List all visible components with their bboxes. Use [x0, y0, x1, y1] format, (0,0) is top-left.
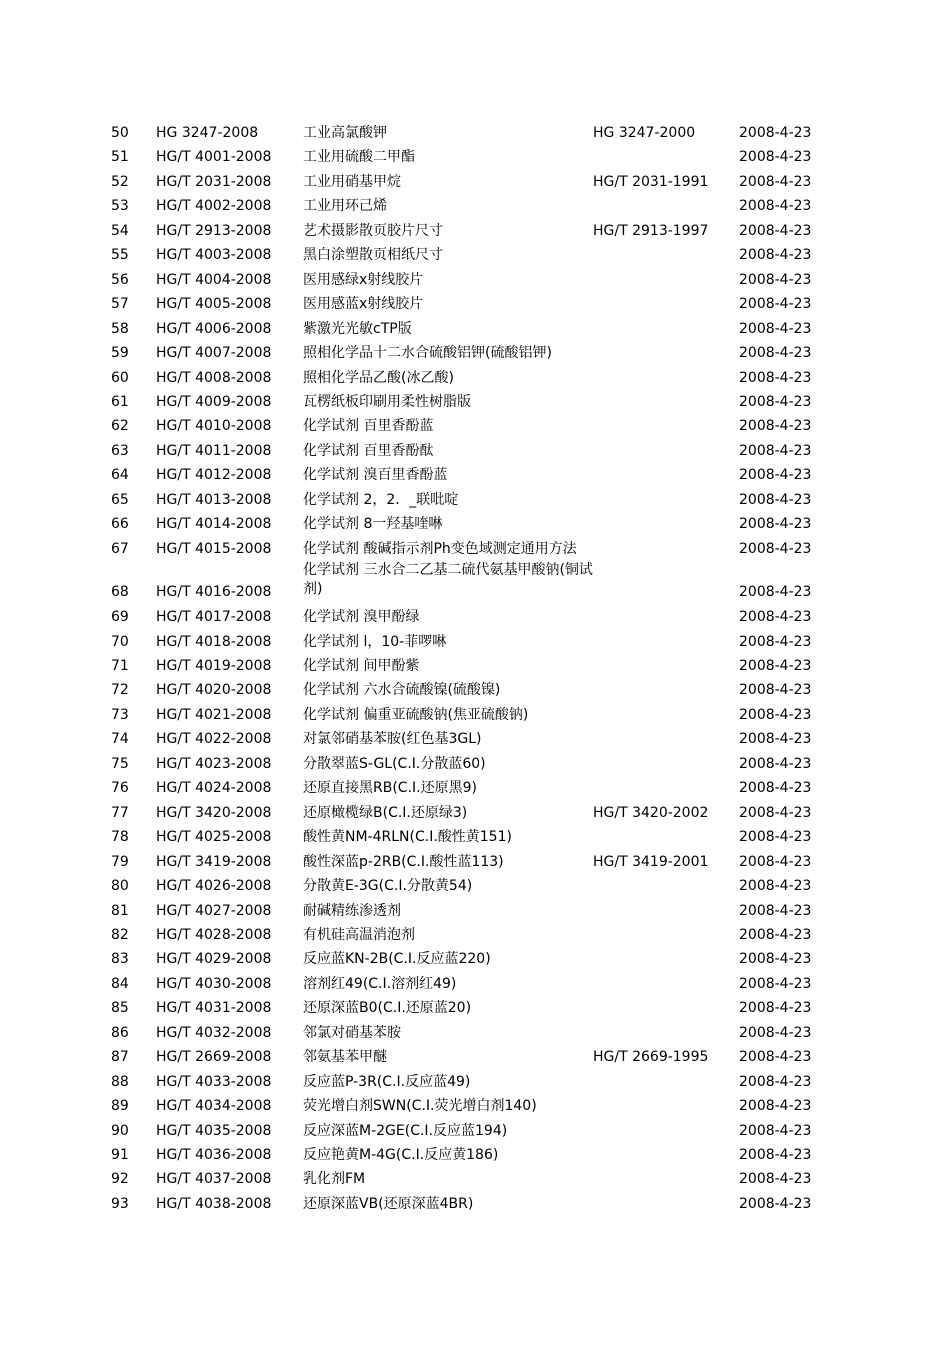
table-row	[0, 390, 950, 414]
standard-code: HG/T 2669-2008	[156, 1049, 272, 1066]
standard-name: 还原深蓝VB(还原深蓝4BR)	[303, 1195, 474, 1212]
standard-name: 还原直接黑RB(C.I.还原黑9)	[303, 780, 477, 797]
table-row	[0, 1021, 950, 1045]
row-number: 74	[111, 731, 129, 748]
row-number: 70	[111, 633, 129, 650]
implementation-date: 2008-4-23	[739, 1000, 812, 1017]
standard-name: 邻氨基苯甲醚	[303, 1049, 387, 1066]
standard-name: 化学试剂 偏重亚硫酸钠(焦亚硫酸钠)	[303, 706, 529, 723]
implementation-date: 2008-4-23	[739, 633, 812, 650]
row-number: 58	[111, 320, 129, 337]
standard-code: HG/T 4015-2008	[156, 540, 272, 557]
standard-name: 化学试剂 8一羟基喹啉	[303, 516, 443, 533]
row-number: 79	[111, 853, 129, 870]
table-row	[0, 414, 950, 438]
implementation-date: 2008-4-23	[739, 173, 812, 190]
standard-name: 医用感蓝x射线胶片	[303, 296, 424, 313]
standard-code: HG/T 4035-2008	[156, 1122, 272, 1139]
implementation-date: 2008-4-23	[739, 369, 812, 386]
row-number: 82	[111, 926, 129, 943]
standard-code: HG/T 4021-2008	[156, 706, 272, 723]
standard-code: HG/T 4011-2008	[156, 442, 272, 459]
standard-name: 化学试剂 l，10-菲啰啉	[303, 633, 447, 650]
row-number: 93	[111, 1195, 129, 1212]
standard-code: HG/T 4037-2008	[156, 1171, 272, 1188]
table-row	[0, 537, 950, 561]
standard-code: HG/T 4020-2008	[156, 682, 272, 699]
standard-name: 反应蓝P-3R(C.I.反应蓝49)	[303, 1073, 471, 1090]
implementation-date: 2008-4-23	[739, 1195, 812, 1212]
row-number: 73	[111, 706, 129, 723]
table-row	[0, 243, 950, 267]
implementation-date: 2008-4-23	[739, 584, 812, 601]
row-number: 88	[111, 1073, 129, 1090]
row-number: 67	[111, 540, 129, 557]
implementation-date: 2008-4-23	[739, 393, 812, 410]
table-row	[0, 1143, 950, 1167]
implementation-date: 2008-4-23	[739, 878, 812, 895]
table-row	[0, 488, 950, 512]
standard-name: 化学试剂 三水合二乙基二硫代氨基甲酸钠(铜试剂)	[303, 562, 593, 598]
implementation-date: 2008-4-23	[739, 467, 812, 484]
implementation-date: 2008-4-23	[739, 829, 812, 846]
table-row	[0, 292, 950, 316]
table-row	[0, 727, 950, 751]
implementation-date: 2008-4-23	[739, 951, 812, 968]
implementation-date: 2008-4-23	[739, 491, 812, 508]
table-row	[0, 1045, 950, 1069]
implementation-date: 2008-4-23	[739, 540, 812, 557]
implementation-date: 2008-4-23	[739, 1073, 812, 1090]
implementation-date: 2008-4-23	[739, 198, 812, 215]
table-row	[0, 366, 950, 390]
standard-code: HG/T 4038-2008	[156, 1195, 272, 1212]
table-row	[0, 850, 950, 874]
replaced-standard: HG/T 3419-2001	[593, 853, 709, 870]
standard-name: 工业用硝基甲烷	[303, 173, 401, 190]
table-row	[0, 972, 950, 996]
implementation-date: 2008-4-23	[739, 1147, 812, 1163]
standard-name: 反应蓝KN-2B(C.I.反应蓝220)	[303, 951, 491, 968]
implementation-date: 2008-4-23	[739, 658, 812, 674]
table-row	[0, 121, 950, 145]
standard-name: 化学试剂 溴甲酚绿	[303, 609, 420, 626]
row-number: 90	[111, 1122, 129, 1139]
standard-code: HG/T 4005-2008	[156, 296, 272, 313]
row-number: 84	[111, 975, 129, 992]
replaced-standard: HG/T 2669-1995	[593, 1049, 709, 1066]
table-row	[0, 268, 950, 292]
implementation-date: 2008-4-23	[739, 975, 812, 992]
standard-code: HG/T 4029-2008	[156, 951, 272, 968]
row-number: 85	[111, 1000, 129, 1017]
standard-name: 黑白涂塑散页相纸尺寸	[303, 247, 443, 264]
standard-code: HG/T 4026-2008	[156, 878, 272, 895]
standard-code: HG/T 4001-2008	[156, 149, 272, 166]
row-number: 51	[111, 149, 129, 166]
standard-code: HG/T 4013-2008	[156, 491, 272, 508]
table-row	[0, 1192, 950, 1216]
row-number: 72	[111, 682, 129, 699]
standard-code: HG/T 4014-2008	[156, 516, 272, 533]
standard-code: HG/T 4027-2008	[156, 902, 272, 919]
implementation-date: 2008-4-23	[739, 804, 812, 821]
standard-code: HG/T 4004-2008	[156, 271, 272, 288]
table-row	[0, 439, 950, 463]
row-number: 92	[111, 1171, 129, 1188]
standard-name: 医用感绿x射线胶片	[303, 271, 424, 288]
implementation-date: 2008-4-23	[739, 731, 812, 748]
table-row	[0, 654, 950, 678]
implementation-date: 2008-4-23	[739, 1049, 812, 1066]
row-number: 80	[111, 878, 129, 895]
standard-code: HG/T 4007-2008	[156, 345, 272, 362]
row-number: 83	[111, 951, 129, 968]
implementation-date: 2008-4-23	[739, 755, 812, 772]
standard-name: 分散黄E-3G(C.I.分散黄54)	[303, 878, 473, 895]
table-row	[0, 512, 950, 536]
table-row	[0, 1094, 950, 1118]
row-number: 86	[111, 1024, 129, 1041]
implementation-date: 2008-4-23	[739, 1024, 812, 1041]
standard-name: 酸性深蓝p-2RB(C.I.酸性蓝113)	[303, 853, 504, 870]
row-number: 64	[111, 467, 129, 484]
row-number: 81	[111, 902, 129, 919]
table-row	[0, 560, 950, 604]
standard-code: HG/T 4024-2008	[156, 780, 272, 797]
replaced-standard: HG/T 2031-1991	[593, 173, 709, 190]
row-number: 60	[111, 369, 129, 386]
row-number: 89	[111, 1098, 129, 1115]
implementation-date: 2008-4-23	[739, 320, 812, 337]
implementation-date: 2008-4-23	[739, 780, 812, 797]
standard-name: 照相化学品十二水合硫酸铝钾(硫酸铝钾)	[303, 345, 552, 362]
row-number: 71	[111, 658, 129, 674]
row-number: 87	[111, 1049, 129, 1066]
table-row	[0, 678, 950, 702]
table-row	[0, 923, 950, 947]
table-row	[0, 630, 950, 654]
row-number: 69	[111, 609, 129, 626]
row-number: 56	[111, 271, 129, 288]
standard-name: 工业用环己烯	[303, 198, 387, 215]
standard-code: HG/T 4036-2008	[156, 1147, 272, 1163]
table-row	[0, 899, 950, 923]
row-number: 62	[111, 418, 129, 435]
implementation-date: 2008-4-23	[739, 296, 812, 313]
standard-code: HG/T 3420-2008	[156, 804, 272, 821]
implementation-date: 2008-4-23	[739, 609, 812, 626]
table-row	[0, 776, 950, 800]
standard-name: 瓦楞纸板印刷用柔性树脂版	[303, 393, 471, 410]
table-row	[0, 996, 950, 1020]
standard-code: HG/T 4028-2008	[156, 926, 272, 943]
standard-code: HG/T 4033-2008	[156, 1073, 272, 1090]
implementation-date: 2008-4-23	[739, 682, 812, 699]
row-number: 63	[111, 442, 129, 459]
standard-code: HG/T 4003-2008	[156, 247, 272, 264]
table-row	[0, 219, 950, 243]
standard-name: 酸性黄NM-4RLN(C.I.酸性黄151)	[303, 829, 512, 846]
implementation-date: 2008-4-23	[739, 926, 812, 943]
standard-code: HG/T 4023-2008	[156, 755, 272, 772]
standard-name: 工业用硫酸二甲酯	[303, 149, 415, 166]
implementation-date: 2008-4-23	[739, 902, 812, 919]
standard-code: HG/T 2031-2008	[156, 173, 272, 190]
row-number: 77	[111, 804, 129, 821]
row-number: 66	[111, 516, 129, 533]
row-number: 75	[111, 755, 129, 772]
standard-name: 邻氯对硝基苯胺	[303, 1024, 401, 1041]
standard-code: HG/T 4012-2008	[156, 467, 272, 484]
row-number: 57	[111, 296, 129, 313]
table-row	[0, 145, 950, 169]
standard-name: 分散翠蓝S-GL(C.I.分散蓝60)	[303, 755, 486, 772]
row-number: 50	[111, 125, 129, 141]
table-row	[0, 1119, 950, 1143]
standard-code: HG/T 4031-2008	[156, 1000, 272, 1017]
implementation-date: 2008-4-23	[739, 853, 812, 870]
table-row	[0, 801, 950, 825]
standard-name: 化学试剂 六水合硫酸镍(硫酸镍)	[303, 682, 501, 699]
standard-name: 对氯邻硝基苯胺(红色基3GL)	[303, 731, 482, 748]
implementation-date: 2008-4-23	[739, 222, 812, 239]
standard-name: 耐碱精练渗透剂	[303, 902, 401, 919]
table-row	[0, 605, 950, 629]
standard-code: HG/T 4002-2008	[156, 198, 272, 215]
standard-code: HG/T 4022-2008	[156, 731, 272, 748]
standard-name: 反应艳黄M-4G(C.I.反应黄186)	[303, 1147, 499, 1163]
table-row	[0, 874, 950, 898]
row-number: 52	[111, 173, 129, 190]
table-row	[0, 1167, 950, 1191]
row-number: 91	[111, 1147, 129, 1163]
row-number: 55	[111, 247, 129, 264]
standard-name: 反应深蓝M-2GE(C.I.反应蓝194)	[303, 1122, 508, 1139]
standard-name: 化学试剂 百里香酚酞	[303, 442, 434, 459]
standard-name: 还原深蓝B0(C.I.还原蓝20)	[303, 1000, 472, 1017]
standard-name: 有机硅高温消泡剂	[303, 926, 415, 943]
implementation-date: 2008-4-23	[739, 1098, 812, 1115]
standard-code: HG/T 4010-2008	[156, 418, 272, 435]
row-number: 61	[111, 393, 129, 410]
standard-name: 化学试剂 百里香酚蓝	[303, 418, 434, 435]
standard-name: 荧光增白剂SWN(C.I.荧光增白剂140)	[303, 1098, 537, 1115]
standard-name: 紫激光光敏cTP版	[303, 320, 412, 337]
replaced-standard: HG/T 2913-1997	[593, 222, 709, 239]
table-row	[0, 825, 950, 849]
row-number: 53	[111, 198, 129, 215]
implementation-date: 2008-4-23	[739, 1171, 812, 1188]
standard-name: 艺术摄影散页胶片尺寸	[303, 222, 443, 239]
table-row	[0, 1070, 950, 1094]
replaced-standard: HG 3247-2000	[593, 125, 696, 141]
row-number: 68	[111, 584, 129, 601]
standard-code: HG/T 4016-2008	[156, 584, 272, 601]
table-row	[0, 194, 950, 218]
standard-code: HG/T 4032-2008	[156, 1024, 272, 1041]
standard-code: HG/T 4019-2008	[156, 658, 272, 674]
standard-name: 溶剂红49(C.I.溶剂红49)	[303, 975, 457, 992]
table-row	[0, 752, 950, 776]
standard-code: HG/T 3419-2008	[156, 853, 272, 870]
table-row	[0, 703, 950, 727]
table-row	[0, 463, 950, 487]
row-number: 54	[111, 222, 129, 239]
table-row	[0, 170, 950, 194]
table-row	[0, 317, 950, 341]
standard-code: HG/T 4018-2008	[156, 633, 272, 650]
implementation-date: 2008-4-23	[739, 706, 812, 723]
standard-name: 还原橄榄绿B(C.I.还原绿3)	[303, 804, 468, 821]
standard-name: 工业高氯酸钾	[303, 125, 387, 141]
implementation-date: 2008-4-23	[739, 247, 812, 264]
implementation-date: 2008-4-23	[739, 1122, 812, 1139]
implementation-date: 2008-4-23	[739, 125, 812, 141]
standard-name: 化学试剂 间甲酚紫	[303, 658, 420, 674]
standard-name: 化学试剂 2，2．_联吡啶	[303, 491, 459, 508]
standard-name: 照相化学品乙酸(冰乙酸)	[303, 369, 454, 386]
standard-code: HG/T 4030-2008	[156, 975, 272, 992]
implementation-date: 2008-4-23	[739, 345, 812, 362]
implementation-date: 2008-4-23	[739, 418, 812, 435]
standard-code: HG/T 4009-2008	[156, 393, 272, 410]
table-row	[0, 341, 950, 365]
standard-code: HG 3247-2008	[156, 125, 259, 141]
row-number: 76	[111, 780, 129, 797]
standard-code: HG/T 4008-2008	[156, 369, 272, 386]
standard-code: HG/T 2913-2008	[156, 222, 272, 239]
table-row	[0, 947, 950, 971]
replaced-standard: HG/T 3420-2002	[593, 804, 709, 821]
row-number: 78	[111, 829, 129, 846]
standard-code: HG/T 4006-2008	[156, 320, 272, 337]
standard-name: 化学试剂 酸碱指示剂Ph变色域测定通用方法	[303, 540, 577, 557]
standard-name: 乳化剂FM	[303, 1171, 366, 1188]
standard-code: HG/T 4034-2008	[156, 1098, 272, 1115]
standard-code: HG/T 4025-2008	[156, 829, 272, 846]
implementation-date: 2008-4-23	[739, 442, 812, 459]
standard-code: HG/T 4017-2008	[156, 609, 272, 626]
row-number: 65	[111, 491, 129, 508]
standard-name: 化学试剂 溴百里香酚蓝	[303, 467, 448, 484]
row-number: 59	[111, 345, 129, 362]
implementation-date: 2008-4-23	[739, 271, 812, 288]
implementation-date: 2008-4-23	[739, 149, 812, 166]
implementation-date: 2008-4-23	[739, 516, 812, 533]
